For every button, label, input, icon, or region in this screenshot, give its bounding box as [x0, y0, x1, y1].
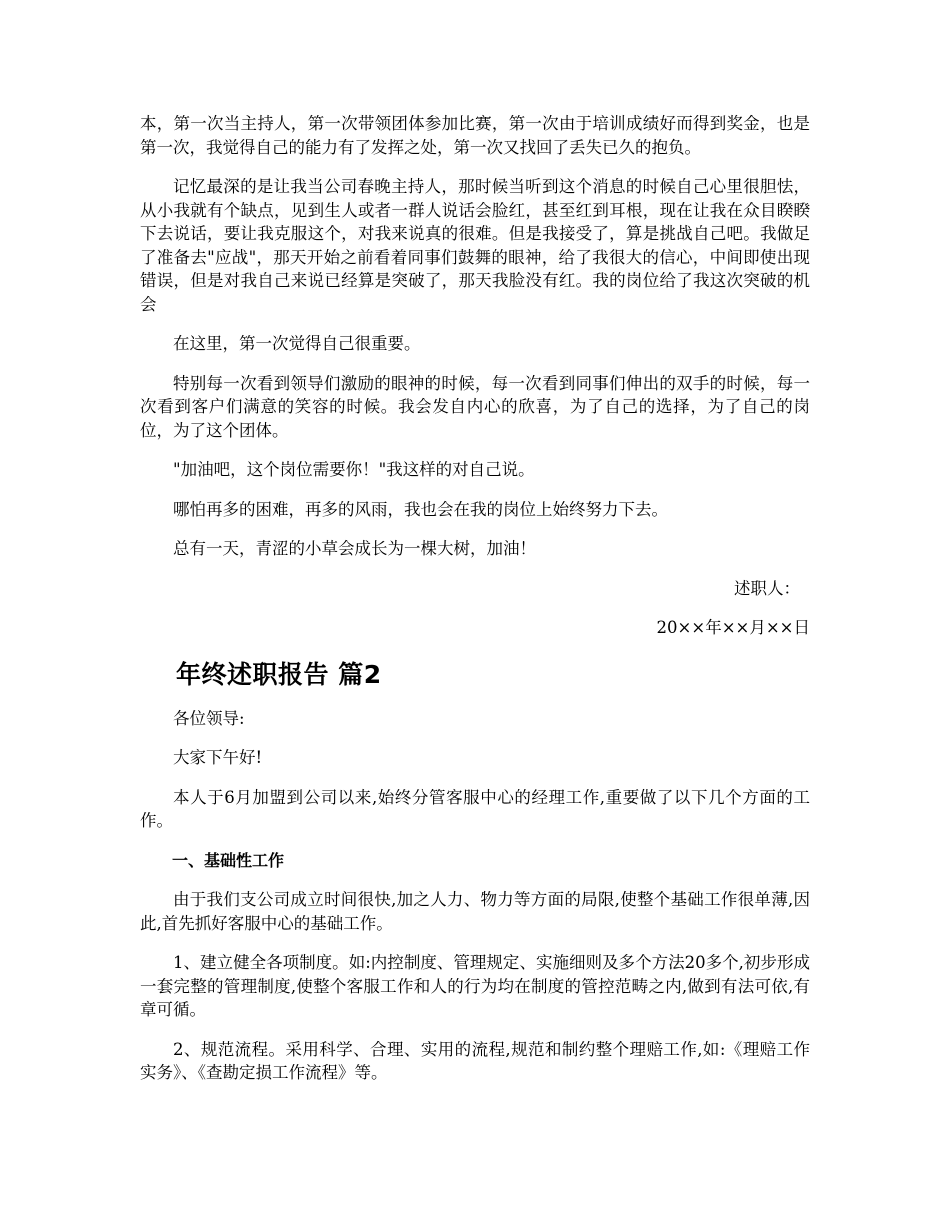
document-body	[140, 112, 810, 1085]
paragraph-continuation: 本，第一次当主持人，第一次带领团体参加比赛，第一次由于培训成绩好而得到奖金，也是第一次，我觉得自己的能力有了发挥之处，第一次又找回了丢失已久的抱负。	[140, 114, 810, 157]
paragraph-self-talk: "加油吧，这个岗位需要你！"我这样的对自己说。	[173, 460, 535, 479]
list-item-1: 1、建立健全各项制度。如:内控制度、管理规定、实施细则及多个方法20多个,初步形成一套完整的管理制度,使整个客服工作和人的行为均在制度的管控范畴之内,做到有法可依,有章可循。	[140, 953, 810, 1019]
paragraph-intro: 本人于6月加盟到公司以来,始终分管客服中心的经理工作,重要做了以下几个方面的工作。	[140, 787, 810, 830]
paragraph-encouragement: 特别每一次看到领导们激励的眼神的时候，每一次看到同事们伸出的双手的时候，每一次看到客户们满意的笑容的时候。我会发自内心的欣喜，为了自己的选择，为了自己的岗位，为了这个团体。	[140, 373, 810, 440]
list-item-2: 2、规范流程。采用科学、合理、实用的流程,规范和制约整个理赔工作,如:《理赔工作实务》、《查勘定损工作流程》等。	[140, 1039, 810, 1082]
paragraph-perseverance: 哪怕再多的困难，再多的风雨，我也会在我的岗位上始终努力下去。	[173, 499, 668, 519]
hello-line: 大家下午好!	[173, 748, 263, 767]
section-heading: 年终述职报告 篇2	[176, 659, 382, 689]
signature-author: 述职人：	[734, 578, 800, 598]
signature-date: 20××年××月××日	[656, 618, 810, 637]
greeting: 各位领导:	[173, 708, 245, 728]
subheading-basic-work: 一、基础性工作	[172, 850, 285, 870]
paragraph-important: 在这里，第一次觉得自己很重要。	[173, 334, 421, 353]
paragraph-closing: 总有一天，青涩的小草会成长为一棵大树，加油！	[173, 539, 536, 558]
paragraph-basic-work: 由于我们支公司成立时间很快,加之人力、物力等方面的局限,使整个基础工作很单薄,因此,首先抓好客服中心的基础工作。	[140, 890, 810, 933]
paragraph-memory: 记忆最深的是让我当公司春晚主持人，那时候当听到这个消息的时候自己心里很胆怯，从小我就有个缺点，见到生人或者一群人说话会脸红，甚至红到耳根，现在让我在众目睽睽下去说话，要让我克服这个，对我来说真的很难。但是我接受了，算是挑战自己吧。我做足了准备去"应战"，那天开始之前看着同事们鼓舞的眼神，给了我很大的信心，中间即使出现错误，但是对我自己来说已经算是突破了，那天我脸没有红。我的岗位给了我这次突破的机会	[140, 177, 810, 314]
